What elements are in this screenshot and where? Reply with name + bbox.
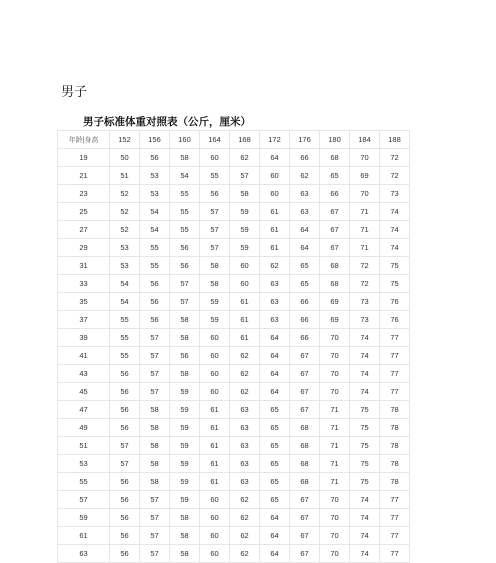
weight-cell: 58	[200, 275, 230, 293]
weight-cell: 52	[110, 203, 140, 221]
table-row	[58, 437, 410, 455]
weight-cell: 57	[200, 239, 230, 257]
weight-cell: 64	[260, 365, 290, 383]
height-header-cell: 188	[380, 131, 410, 149]
weight-cell: 76	[380, 293, 410, 311]
weight-cell: 78	[380, 455, 410, 473]
weight-cell: 70	[320, 347, 350, 365]
weight-cell: 62	[290, 167, 320, 185]
table-row	[58, 329, 410, 347]
weight-cell: 58	[140, 473, 170, 491]
weight-cell: 58	[140, 401, 170, 419]
weight-cell: 68	[290, 473, 320, 491]
age-cell: 31	[58, 257, 110, 275]
weight-cell: 67	[290, 365, 320, 383]
weight-cell: 53	[110, 257, 140, 275]
weight-cell: 62	[230, 545, 260, 563]
weight-cell: 61	[200, 455, 230, 473]
weight-cell: 57	[140, 491, 170, 509]
weight-cell: 50	[110, 149, 140, 167]
weight-cell: 58	[140, 455, 170, 473]
weight-cell: 56	[110, 509, 140, 527]
table-row	[58, 419, 410, 437]
weight-cell: 54	[140, 203, 170, 221]
table-row	[58, 509, 410, 527]
weight-cell: 56	[110, 545, 140, 563]
weight-cell: 55	[110, 311, 140, 329]
weight-cell: 75	[350, 473, 380, 491]
weight-cell: 53	[140, 167, 170, 185]
weight-cell: 61	[260, 239, 290, 257]
table-row	[58, 311, 410, 329]
weight-cell: 62	[230, 365, 260, 383]
weight-cell: 64	[260, 527, 290, 545]
weight-cell: 56	[140, 311, 170, 329]
weight-cell: 61	[200, 401, 230, 419]
weight-cell: 69	[320, 293, 350, 311]
weight-cell: 57	[140, 365, 170, 383]
weight-cell: 57	[140, 545, 170, 563]
weight-cell: 62	[260, 257, 290, 275]
weight-cell: 56	[140, 293, 170, 311]
weight-cell: 75	[350, 455, 380, 473]
weight-cell: 75	[380, 257, 410, 275]
weight-cell: 74	[350, 365, 380, 383]
weight-cell: 69	[320, 311, 350, 329]
weight-cell: 77	[380, 383, 410, 401]
age-cell: 49	[58, 419, 110, 437]
table-row	[58, 473, 410, 491]
weight-cell: 78	[380, 437, 410, 455]
weight-cell: 59	[200, 293, 230, 311]
weight-cell: 74	[350, 347, 380, 365]
weight-cell: 55	[140, 239, 170, 257]
weight-cell: 64	[260, 149, 290, 167]
table-row	[58, 275, 410, 293]
weight-cell: 57	[170, 275, 200, 293]
weight-cell: 72	[350, 257, 380, 275]
age-cell: 21	[58, 167, 110, 185]
height-header-cell: 180	[320, 131, 350, 149]
weight-cell: 58	[170, 311, 200, 329]
weight-cell: 71	[320, 473, 350, 491]
weight-cell: 74	[350, 491, 380, 509]
table-row	[58, 545, 410, 563]
weight-cell: 60	[200, 545, 230, 563]
weight-cell: 59	[170, 419, 200, 437]
weight-cell: 77	[380, 365, 410, 383]
weight-cell: 75	[350, 419, 380, 437]
weight-cell: 56	[170, 347, 200, 365]
age-cell: 45	[58, 383, 110, 401]
weight-cell: 51	[110, 167, 140, 185]
weight-cell: 54	[110, 293, 140, 311]
table-row	[58, 203, 410, 221]
weight-cell: 56	[110, 491, 140, 509]
age-cell: 25	[58, 203, 110, 221]
weight-cell: 61	[200, 473, 230, 491]
weight-cell: 57	[140, 509, 170, 527]
age-cell: 37	[58, 311, 110, 329]
weight-cell: 56	[110, 365, 140, 383]
weight-cell: 75	[380, 275, 410, 293]
weight-cell: 60	[200, 509, 230, 527]
weight-cell: 71	[350, 221, 380, 239]
table-row	[58, 239, 410, 257]
weight-cell: 77	[380, 527, 410, 545]
age-cell: 57	[58, 491, 110, 509]
weight-cell: 59	[230, 203, 260, 221]
weight-cell: 56	[110, 401, 140, 419]
weight-cell: 56	[200, 185, 230, 203]
weight-cell: 62	[230, 491, 260, 509]
weight-cell: 65	[260, 491, 290, 509]
weight-table	[57, 130, 410, 563]
weight-cell: 66	[320, 185, 350, 203]
weight-cell: 56	[110, 383, 140, 401]
weight-cell: 58	[230, 185, 260, 203]
weight-cell: 66	[290, 311, 320, 329]
corner-cell: 年龄|身高	[58, 131, 110, 149]
weight-cell: 61	[260, 221, 290, 239]
weight-cell: 62	[230, 509, 260, 527]
table-row	[58, 365, 410, 383]
height-header-cell: 172	[260, 131, 290, 149]
weight-cell: 68	[290, 455, 320, 473]
weight-cell: 60	[200, 491, 230, 509]
weight-cell: 67	[290, 347, 320, 365]
weight-cell: 65	[260, 473, 290, 491]
height-header-cell: 160	[170, 131, 200, 149]
weight-cell: 57	[230, 167, 260, 185]
weight-cell: 56	[170, 257, 200, 275]
weight-cell: 55	[200, 167, 230, 185]
weight-cell: 58	[170, 527, 200, 545]
weight-cell: 77	[380, 509, 410, 527]
table-header	[58, 131, 410, 149]
weight-cell: 59	[230, 221, 260, 239]
weight-cell: 61	[230, 311, 260, 329]
weight-cell: 67	[290, 509, 320, 527]
weight-cell: 59	[170, 491, 200, 509]
weight-cell: 68	[320, 149, 350, 167]
height-header-cell: 156	[140, 131, 170, 149]
weight-cell: 54	[170, 167, 200, 185]
weight-cell: 56	[110, 527, 140, 545]
weight-cell: 56	[170, 239, 200, 257]
weight-cell: 60	[200, 329, 230, 347]
weight-cell: 75	[350, 437, 380, 455]
weight-cell: 72	[380, 149, 410, 167]
weight-cell: 58	[170, 365, 200, 383]
table-row	[58, 185, 410, 203]
weight-cell: 70	[320, 527, 350, 545]
weight-cell: 70	[320, 491, 350, 509]
height-header-cell: 152	[110, 131, 140, 149]
weight-cell: 63	[260, 293, 290, 311]
weight-cell: 70	[320, 383, 350, 401]
weight-cell: 62	[230, 383, 260, 401]
table-row	[58, 455, 410, 473]
weight-cell: 63	[260, 311, 290, 329]
weight-cell: 74	[380, 221, 410, 239]
age-cell: 19	[58, 149, 110, 167]
age-cell: 29	[58, 239, 110, 257]
weight-cell: 55	[110, 329, 140, 347]
age-cell: 55	[58, 473, 110, 491]
weight-cell: 68	[320, 257, 350, 275]
weight-cell: 56	[110, 473, 140, 491]
weight-cell: 63	[290, 203, 320, 221]
age-cell: 53	[58, 455, 110, 473]
weight-cell: 57	[110, 455, 140, 473]
weight-cell: 59	[200, 311, 230, 329]
weight-cell: 65	[290, 257, 320, 275]
weight-cell: 66	[290, 293, 320, 311]
weight-cell: 60	[200, 365, 230, 383]
age-cell: 27	[58, 221, 110, 239]
weight-cell: 60	[230, 257, 260, 275]
weight-cell: 64	[260, 347, 290, 365]
age-cell: 39	[58, 329, 110, 347]
weight-cell: 52	[110, 221, 140, 239]
weight-cell: 67	[320, 221, 350, 239]
weight-cell: 71	[320, 419, 350, 437]
weight-cell: 60	[260, 185, 290, 203]
weight-cell: 61	[230, 329, 260, 347]
table-row	[58, 491, 410, 509]
height-header-cell: 168	[230, 131, 260, 149]
weight-cell: 70	[350, 185, 380, 203]
weight-cell: 77	[380, 491, 410, 509]
weight-cell: 59	[170, 401, 200, 419]
weight-cell: 56	[110, 419, 140, 437]
weight-cell: 77	[380, 347, 410, 365]
weight-cell: 67	[290, 383, 320, 401]
age-cell: 59	[58, 509, 110, 527]
table-caption: 男子标准体重对照表（公斤，厘米）	[83, 116, 251, 128]
table-row	[58, 167, 410, 185]
header-row	[58, 131, 410, 149]
weight-cell: 60	[200, 383, 230, 401]
age-cell: 41	[58, 347, 110, 365]
weight-cell: 77	[380, 545, 410, 563]
weight-cell: 78	[380, 401, 410, 419]
weight-cell: 60	[260, 167, 290, 185]
weight-cell: 53	[140, 185, 170, 203]
weight-cell: 58	[170, 329, 200, 347]
table-row	[58, 527, 410, 545]
height-header-cell: 184	[350, 131, 380, 149]
age-cell: 63	[58, 545, 110, 563]
weight-cell: 57	[170, 293, 200, 311]
weight-cell: 75	[350, 401, 380, 419]
weight-cell: 67	[290, 401, 320, 419]
weight-cell: 77	[380, 329, 410, 347]
age-cell: 23	[58, 185, 110, 203]
weight-cell: 58	[170, 149, 200, 167]
weight-cell: 61	[260, 203, 290, 221]
weight-cell: 64	[260, 545, 290, 563]
weight-cell: 64	[290, 221, 320, 239]
weight-cell: 65	[260, 419, 290, 437]
weight-cell: 74	[350, 329, 380, 347]
weight-cell: 65	[320, 167, 350, 185]
weight-cell: 55	[170, 185, 200, 203]
weight-cell: 57	[140, 527, 170, 545]
age-cell: 61	[58, 527, 110, 545]
weight-cell: 70	[320, 329, 350, 347]
weight-cell: 64	[290, 239, 320, 257]
weight-cell: 65	[260, 437, 290, 455]
weight-cell: 72	[350, 275, 380, 293]
weight-cell: 60	[230, 275, 260, 293]
weight-cell: 58	[170, 545, 200, 563]
weight-cell: 55	[140, 257, 170, 275]
weight-cell: 55	[170, 203, 200, 221]
weight-cell: 67	[290, 527, 320, 545]
weight-cell: 67	[320, 239, 350, 257]
weight-cell: 78	[380, 473, 410, 491]
weight-cell: 69	[350, 167, 380, 185]
weight-cell: 72	[380, 167, 410, 185]
weight-cell: 67	[320, 203, 350, 221]
weight-cell: 52	[110, 185, 140, 203]
weight-cell: 63	[230, 473, 260, 491]
weight-cell: 68	[320, 275, 350, 293]
weight-cell: 55	[110, 347, 140, 365]
weight-cell: 73	[350, 311, 380, 329]
weight-cell: 57	[140, 329, 170, 347]
weight-cell: 63	[290, 185, 320, 203]
weight-cell: 59	[170, 383, 200, 401]
weight-cell: 55	[170, 221, 200, 239]
weight-cell: 63	[260, 275, 290, 293]
weight-cell: 73	[380, 185, 410, 203]
weight-cell: 64	[260, 329, 290, 347]
weight-cell: 58	[170, 509, 200, 527]
weight-cell: 57	[200, 203, 230, 221]
weight-cell: 56	[140, 149, 170, 167]
weight-cell: 66	[290, 149, 320, 167]
weight-cell: 63	[230, 455, 260, 473]
weight-cell: 59	[170, 473, 200, 491]
weight-cell: 63	[230, 419, 260, 437]
weight-cell: 57	[140, 347, 170, 365]
weight-cell: 63	[230, 437, 260, 455]
weight-cell: 62	[230, 149, 260, 167]
table-row	[58, 149, 410, 167]
weight-cell: 61	[230, 293, 260, 311]
weight-cell: 57	[140, 383, 170, 401]
height-header-cell: 164	[200, 131, 230, 149]
weight-cell: 58	[140, 437, 170, 455]
weight-cell: 63	[230, 401, 260, 419]
weight-cell: 54	[110, 275, 140, 293]
table-row	[58, 293, 410, 311]
table-row	[58, 347, 410, 365]
weight-cell: 62	[230, 527, 260, 545]
weight-cell: 58	[140, 419, 170, 437]
weight-cell: 66	[290, 329, 320, 347]
weight-cell: 74	[350, 509, 380, 527]
weight-cell: 71	[320, 437, 350, 455]
weight-cell: 65	[260, 401, 290, 419]
weight-cell: 60	[200, 149, 230, 167]
weight-cell: 78	[380, 419, 410, 437]
weight-cell: 74	[350, 527, 380, 545]
weight-cell: 64	[260, 509, 290, 527]
weight-cell: 65	[290, 275, 320, 293]
weight-cell: 67	[290, 491, 320, 509]
weight-cell: 68	[290, 419, 320, 437]
weight-cell: 54	[140, 221, 170, 239]
weight-cell: 57	[200, 221, 230, 239]
weight-cell: 70	[320, 509, 350, 527]
weight-cell: 74	[380, 239, 410, 257]
weight-cell: 60	[200, 347, 230, 365]
weight-cell: 65	[260, 455, 290, 473]
weight-cell: 70	[320, 545, 350, 563]
weight-cell: 60	[200, 527, 230, 545]
weight-cell: 71	[320, 401, 350, 419]
age-cell: 35	[58, 293, 110, 311]
weight-cell: 61	[200, 419, 230, 437]
table-row	[58, 257, 410, 275]
weight-cell: 62	[230, 347, 260, 365]
table-row	[58, 383, 410, 401]
weight-cell: 70	[350, 149, 380, 167]
age-cell: 33	[58, 275, 110, 293]
age-cell: 51	[58, 437, 110, 455]
table-row	[58, 221, 410, 239]
weight-cell: 61	[200, 437, 230, 455]
weight-cell: 59	[170, 455, 200, 473]
age-cell: 47	[58, 401, 110, 419]
weight-cell: 67	[290, 545, 320, 563]
weight-cell: 76	[380, 311, 410, 329]
weight-cell: 73	[350, 293, 380, 311]
weight-cell: 74	[380, 203, 410, 221]
weight-cell: 58	[200, 257, 230, 275]
section-heading: 男子	[61, 85, 88, 100]
weight-cell: 74	[350, 383, 380, 401]
weight-cell: 59	[170, 437, 200, 455]
weight-cell: 70	[320, 365, 350, 383]
table-body	[58, 149, 410, 563]
weight-cell: 71	[350, 203, 380, 221]
weight-cell: 74	[350, 545, 380, 563]
age-cell: 43	[58, 365, 110, 383]
weight-cell: 56	[140, 275, 170, 293]
weight-cell: 71	[320, 455, 350, 473]
weight-cell: 59	[230, 239, 260, 257]
height-header-cell: 176	[290, 131, 320, 149]
weight-cell: 68	[290, 437, 320, 455]
weight-cell: 64	[260, 383, 290, 401]
weight-cell: 57	[110, 437, 140, 455]
weight-cell: 71	[350, 239, 380, 257]
weight-cell: 53	[110, 239, 140, 257]
table-row	[58, 401, 410, 419]
